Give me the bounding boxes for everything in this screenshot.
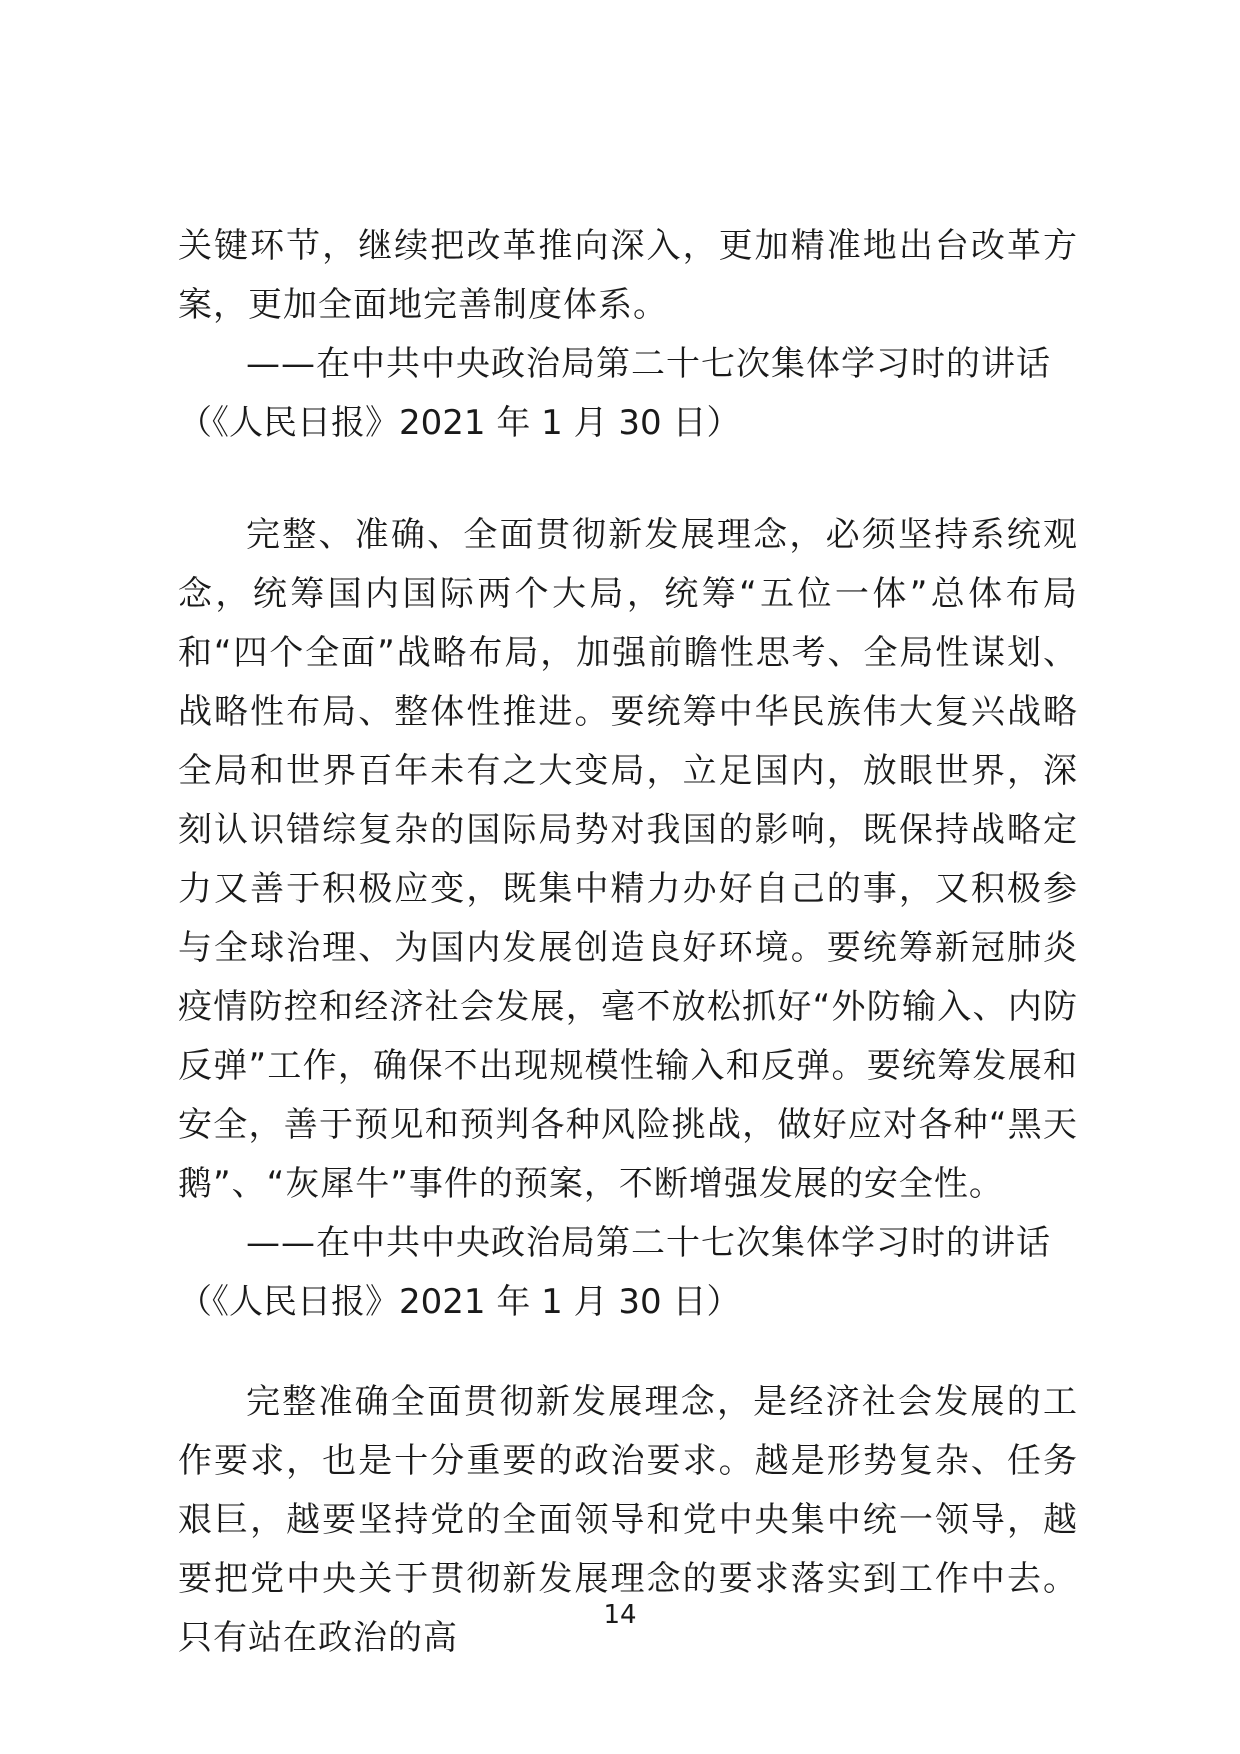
citation: （《人民日报》2021 年 1 月 30 日）	[178, 1282, 741, 1322]
paragraph-continuation: 关键环节，继续把改革推向深入，更加精准地出台改革方案，更加全面地完善制度体系。	[178, 226, 1078, 325]
paragraph: 完整准确全面贯彻新发展理念，是经济社会发展的工作要求，也是十分重要的政治要求。越是形势复杂、任务艰巨，越要坚持党的全面领导和党中央集中统一领导，越要把党中央关于贯彻新发展理念的要求落实到工作中去。只有站在政治的高	[178, 1382, 1078, 1658]
paragraph: 完整、准确、全面贯彻新发展理念，必须坚持系统观念，统筹国内国际两个大局，统筹“五位一体”总体布局和“四个全面”战略布局，加强前瞻性思考、全局性谋划、战略性布局、整体性推进。要统筹中华民族伟大复兴战略全局和世界百年未有之大变局，立足国内，放眼世界，深刻认识错综复杂的国际局势对我国的影响，既保持战略定力又善于积极应变，既集中精力办好自己的事，又积极参与全球治理、为国内发展创造良好环境。要统筹新冠肺炎疫情防控和经济社会发展，毫不放松抓好“外防输入、内防反弹”工作，确保不出现规模性输入和反弹。要统筹发展和安全，善于预见和预判各种风险挑战，做好应对各种“黑天鹅”、“灰犀牛”事件的预案，不断增强发展的安全性。	[178, 515, 1078, 1204]
page-number: 14	[603, 1600, 637, 1630]
quote-block-1	[178, 217, 1078, 453]
quote-block-2	[178, 506, 1078, 1332]
citation: （《人民日报》2021 年 1 月 30 日）	[178, 403, 741, 443]
source-attribution: ——在中共中央政治局第二十七次集体学习时的讲话	[246, 1223, 1051, 1263]
source-attribution: ——在中共中央政治局第二十七次集体学习时的讲话	[246, 344, 1051, 384]
